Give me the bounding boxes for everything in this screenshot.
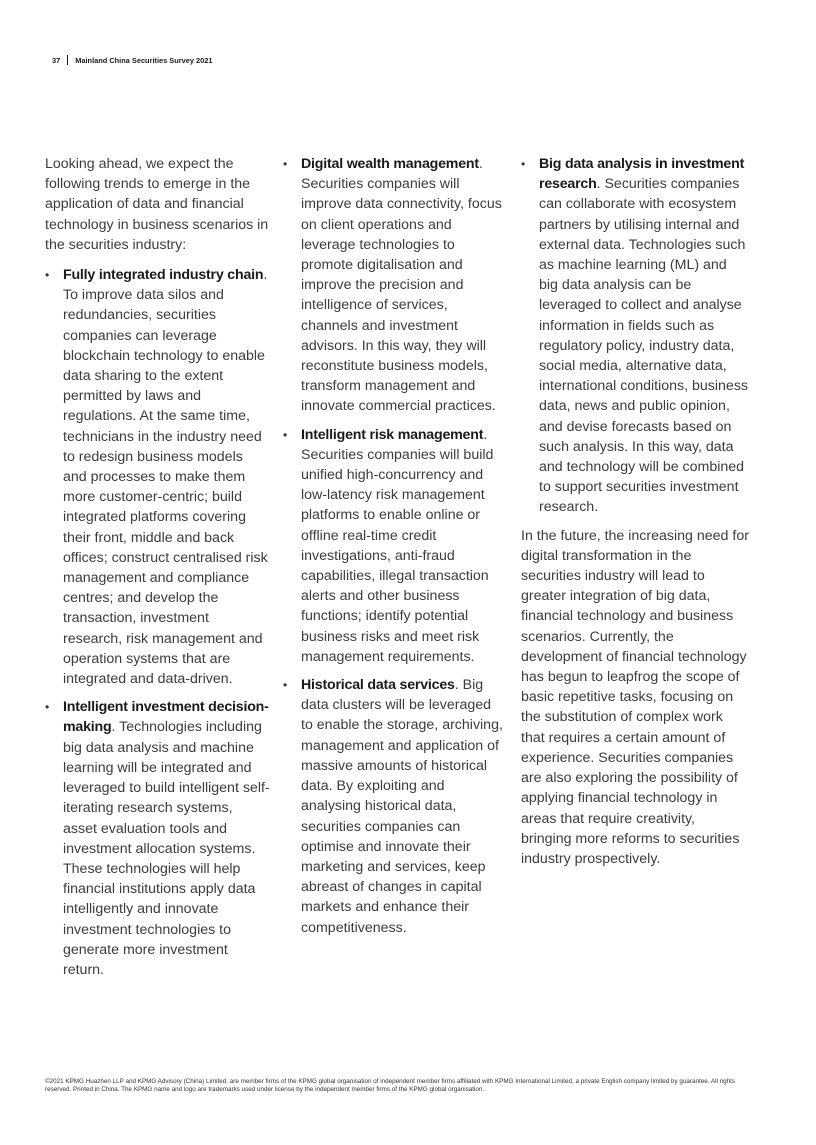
item-text: Big data clusters will be leveraged to enable the storage, archiving, management and application of massive amounts of historical data. By exploiting and analysing historical data, securities companies can optimise and innovate their marketing and services, keep abreast of changes in capital markets and enhance their competitiveness. xyxy=(301,677,503,936)
item-punct: . xyxy=(111,719,116,736)
trend-list-1 xyxy=(45,265,270,980)
item-term: Big data analysis in investment research xyxy=(539,156,745,193)
item-text: Securities companies can collaborate with ecosystem partners by utilising internal and external data. Technologies such as machine learning (ML) and big data analysis can be leveraged to collect and analyse information in fields such as regulatory policy, industry data, social media, alternative data, international conditions, business data, news and public opinion, and devise forecasts based on such analysis. In this way, data and technology will be combined to support securities investment research. xyxy=(539,176,749,516)
copyright-footer: ©2021 KPMG Huazhen LLP and KPMG Advisory (China) Limited, are member firms of the KPMG global organisation of independent member firms affiliated with KPMG International Limited, a private English company limited by guarantee. All rights reserved. Printed in China. The KPMG name and logo are trademarks used under license by the independent member firms of the KPMG global organisation. xyxy=(45,1078,736,1094)
list-item xyxy=(283,675,505,938)
bullet-icon: • xyxy=(45,700,50,715)
list-item xyxy=(45,265,270,689)
item-text: Securities companies will improve data connectivity, focus on client operations and leverage technologies to promote digitalisation and improve the precision and intelligence of services, channels and investment advisors. In this way, they will reconstitute business models, transform management and innovate commercial practices. xyxy=(301,176,502,415)
item-term: Intelligent risk management xyxy=(301,426,484,443)
bullet-icon: • xyxy=(521,157,526,171)
list-item xyxy=(521,154,749,518)
item-punct: . xyxy=(478,156,483,172)
item-punct: . xyxy=(263,267,268,284)
item-punct: . xyxy=(454,677,459,694)
column-3 xyxy=(521,154,749,879)
bullet-icon: • xyxy=(283,157,288,171)
item-punct: . xyxy=(483,426,488,443)
item-term: Intelligent investment decision-making xyxy=(63,699,269,736)
document-title: Mainland China Securities Survey 2021 xyxy=(75,55,213,65)
trend-list-2 xyxy=(283,154,505,938)
column-2 xyxy=(283,154,505,946)
list-item xyxy=(45,697,270,980)
list-item xyxy=(283,154,505,417)
intro-paragraph: Looking ahead, we expect the following trends to emerge in the application of data and financial technology in business scenarios in the securities industry: xyxy=(45,156,269,253)
item-term: Historical data services xyxy=(301,677,455,694)
header-divider xyxy=(67,55,68,65)
column-1 xyxy=(45,154,270,988)
list-item xyxy=(283,425,505,667)
item-term: Digital wealth management xyxy=(301,156,479,172)
bullet-icon: • xyxy=(45,268,50,283)
trend-list-3 xyxy=(521,154,749,518)
bullet-icon: • xyxy=(283,427,288,442)
item-text: To improve data silos and redundancies, securities companies can leverage blockchain technology to enable data sharing to the extent permitted by laws and regulations. At the same time, technicians in the industry need to redesign business models and processes to make them more customer-centric; build integrated platforms covering their front, middle and back offices; construct centralised risk management and compliance centres; and develop the transaction, investment research, risk management and operation systems that are integrated and data-driven. xyxy=(63,287,268,688)
item-term: Fully integrated industry chain xyxy=(63,267,264,284)
item-text: Securities companies will build unified high-concurrency and low-latency risk management platforms to enable online or offline real-time credit investigations, anti-fraud capabilities, illegal transaction alerts and other business functions; identify potential business risks and meet risk management requirements. xyxy=(301,446,494,665)
item-text: Technologies including big data analysis and machine learning will be integrated and leveraged to build intelligent self-iterating research systems, asset evaluation tools and investment allocation systems. These technologies will help financial institutions apply data intelligently and innovate investment technologies to generate more investment return. xyxy=(63,719,270,978)
item-punct: . xyxy=(596,176,601,193)
bullet-icon: • xyxy=(283,678,288,693)
outro-paragraph: In the future, the increasing need for digital transformation in the securities industry will lead to greater integration of big data, financial technology and business scenarios. Currently, the development of financial technology has begun to leapfrog the scope of basic repetitive tasks, focusing on the substitution of complex work that requires a certain amount of experience. Securities companies are also exploring the possibility of applying financial technology in areas that require creativity, bringing more reforms to securities industry prospectively. xyxy=(521,527,749,867)
page-header xyxy=(52,55,212,65)
page-number: 37 xyxy=(52,55,61,65)
